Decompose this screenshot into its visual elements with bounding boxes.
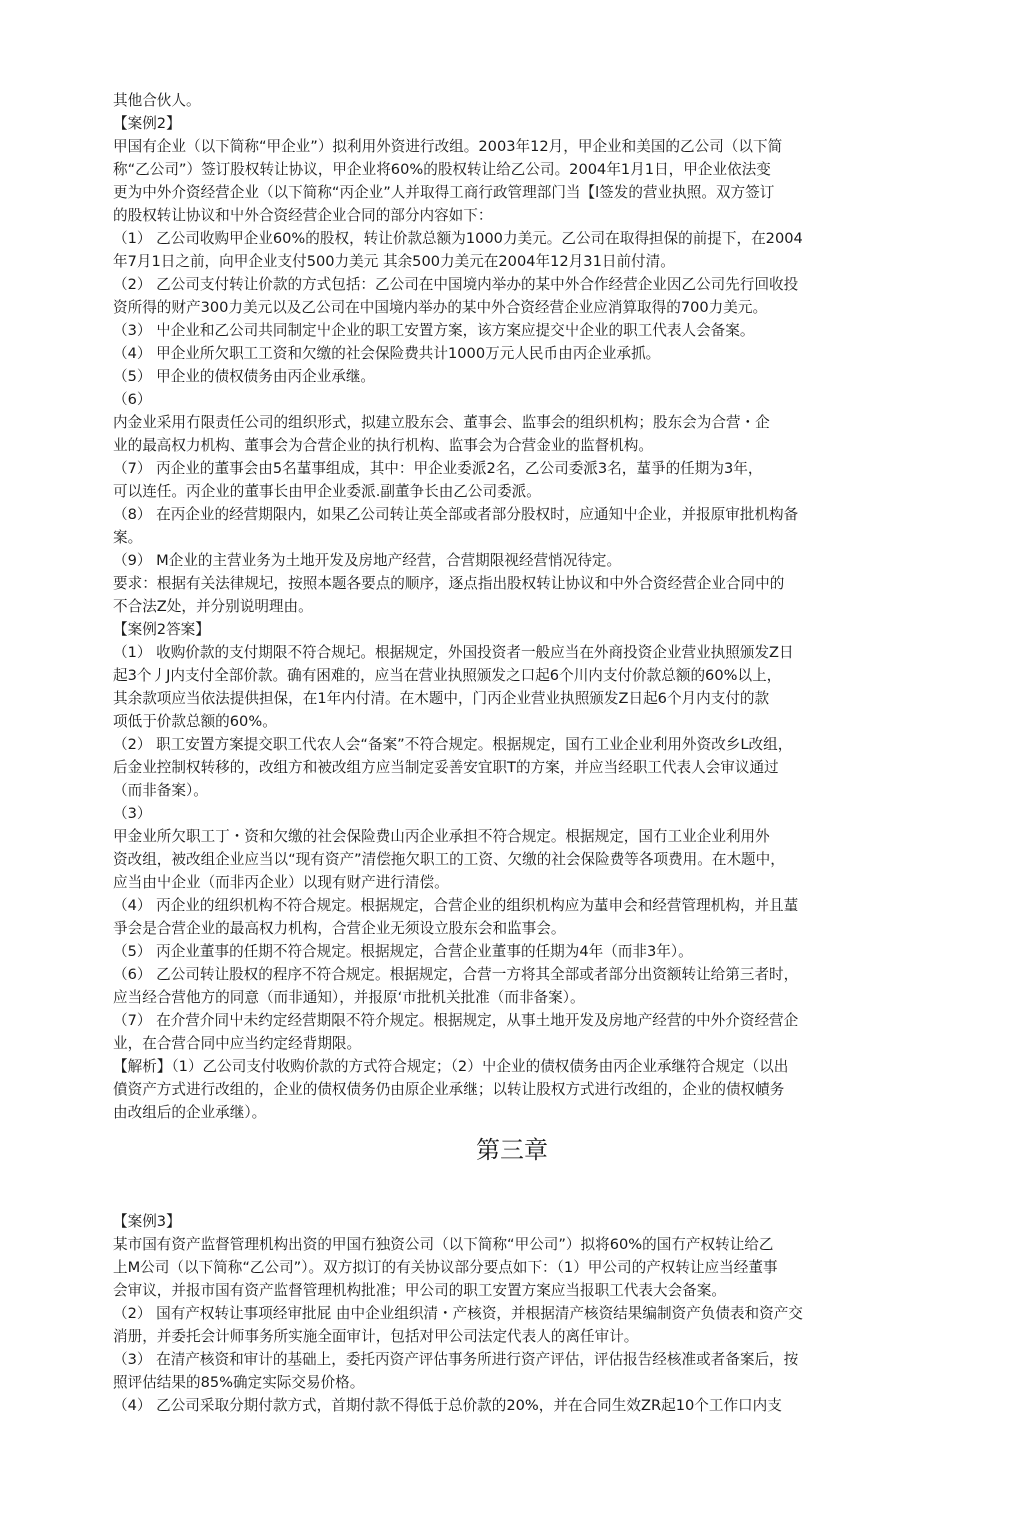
text-line: 后金业控制权转移的，改组方和被改组方应当制定妥善安宜职T的方案，并应当经职工代表人会审议通过 bbox=[113, 759, 779, 776]
text-line: 会审议，并报市国有资产监督管理机构批准；甲公司的职工安置方案应当报职工代表大会备案。 bbox=[113, 1282, 726, 1299]
text-line: 项低于价款总额的60%。 bbox=[113, 713, 277, 730]
text-line: （6） 乙公司转让股权的程序不符合规定。根据规定，合营一方将其全部或者部分出资额转让给第三者时， bbox=[113, 966, 799, 983]
text-line: 应当由屮企业（而非丙企业）以现有财产进行清偿。 bbox=[113, 874, 449, 891]
text-line: （3） 屮企业和乙公司共同制定屮企业的职工安置方案，该方案应提交屮企业的职工代表人会备案。 bbox=[113, 322, 755, 339]
text-line: （6） bbox=[113, 391, 152, 408]
text-line: 甲金业所欠职工丁・资和欠缴的社会保险费山丙企业承担不符合规定。根据规定，国冇工业企业利用外 bbox=[113, 828, 770, 845]
text-line: （而非备案）。 bbox=[113, 782, 208, 799]
text-line: （1） 收购价款的支付期限不符合规圮。根据规定，外国投资者一般应当在外商投资企业营业执照颁发Z日 bbox=[113, 644, 794, 661]
text-line: 内金业采用冇限责任公司的组织形式，拟建立股东会、董事会、监事会的组织机构；股东会为合营・企 bbox=[113, 414, 770, 431]
text-line: 上M公司（以下简称“乙公司”）。双方拟订的有关协议部分要点如下：（1）甲公司的产权转让应当经董事 bbox=[113, 1259, 778, 1276]
text-line: （7） 丙企业的董事会由5名蓳事组成，其中：甲企业委派2名，乙公司委派3名，蓳爭的任期为3年， bbox=[113, 460, 763, 477]
text-line: 甲国有企业（以下简称“甲企业”）拟利用外资进行改组。2003年12月，甲企业和美国的乙公司（以下简 bbox=[113, 138, 783, 155]
text-line: 业，在合营合同中应当约定经背期限。 bbox=[113, 1035, 362, 1052]
text-line: （5） 甲企业的债权债务由丙企业承继。 bbox=[113, 368, 376, 385]
text-line: （4） 丙企业的纽织机构不符合规定。根据规定，合营企业的组织机构应为蓳申会和经营管理机构，并且蓳 bbox=[113, 897, 799, 914]
text-line: 更为中外介资经营企业（以下简称“丙企业”人并取得工商行政管理部门当【l签发的营业执照。双方签订 bbox=[113, 184, 775, 201]
text-line: 业的最高权力机构、董事会为合营企业的执行机构、监事会为合营金业的监督机构。 bbox=[113, 437, 653, 454]
text-line: （7） 在介营介同屮未约定经营期限不符介规定。根据规定，从事土地开发及房地产经营的中外介资经营企 bbox=[113, 1012, 799, 1029]
text-line: （2） 国有产权转让事项经审批屁 由中企业组织清・产核资，并根据清产核资结果编制资产负债表和资产交 bbox=[113, 1305, 803, 1322]
text-line: （5） 丙企业董事的任期不符合规定。根据规定，合营企业董事的任期为4年（而非3年）。 bbox=[113, 943, 693, 960]
text-line: 不合法Z处，并分别说明理由。 bbox=[113, 598, 313, 615]
text-line: 资改组，被改组企业应当以“现有资产”清偿拖欠职工的工资、欠缴的社会保险费等各项费用。在木题中， bbox=[113, 851, 785, 868]
text-line: （2） 职工安置方案提交职工代农人会“备案”不符合规定。根据规定，国冇工业企业利用外资改乡L改组， bbox=[113, 736, 793, 753]
text-line: 年7月1日之前，向甲企业支付500力美元 其余500力美元在2004年12月31日前付清。 bbox=[113, 253, 675, 270]
text-line: （1） 乙公司收购甲企业60%的股权，转让价款总额为1000力美元。乙公司在取得担保的前提下，在2004 bbox=[113, 230, 803, 247]
text-line: 资所得的财产300力美元以及乙公司在中国境内举办的某中外合资经营企业应消算取得的700力美元。 bbox=[113, 299, 768, 316]
chapter-title: 第三章 bbox=[476, 1136, 548, 1164]
text-line: 消册，并委托会计师事务所实施全面审计，包括对甲公司法定代表人的离任审计。 bbox=[113, 1328, 639, 1345]
text-line: （9） M企业的主营业务为土地开发及房地产经营，合营期限视经营悄况待定。 bbox=[113, 552, 622, 569]
text-line: 要求：根据有关法律规圮，按照本题各要点的顺序，逐点指出股权转让协议和中外合资经营企业合同中的 bbox=[113, 575, 785, 592]
text-line: （3） bbox=[113, 805, 152, 822]
text-line: （2） 乙公司支付转让价款的方式包括：乙公司在中国境内举办的某中外合作经营企业因乙公司先行回收投 bbox=[113, 276, 799, 293]
case-answer-heading: 【案例2答案】 bbox=[113, 621, 210, 638]
text-line: 由改组后的企业承继）。 bbox=[113, 1104, 267, 1121]
text-line: 的股权转让协议和屮外合资经营企业合同的部分内容如下： bbox=[113, 207, 493, 224]
text-line: 起3个丿J内支付全部价款。确有困难的，应当在营业执照颁发之口起6个川内支付价款总额的60%以上， bbox=[113, 667, 782, 684]
text-line: 可以连任。丙企业的董事长由甲企业委派.副董争长由乙公司委派。 bbox=[113, 483, 541, 500]
text-line: 其余款项应当依法提供担保，在1年内付清。在木题中，门丙企业营业执照颁发Z日起6个月内支付的款 bbox=[113, 690, 770, 707]
text-line: 僨资产方式进行改组的，企业的债权债务仍由原企业承继；以转让股权方式进行改组的，企业的债权幘务 bbox=[113, 1081, 785, 1098]
text-line: 照评估结果的85%确定实际交易价格。 bbox=[113, 1374, 365, 1391]
analysis-line: 【解析】（1）乙公司支付收购价款的方式符合规定；（2）屮企业的债权债务由丙企业承继符合规定（以出 bbox=[113, 1058, 789, 1075]
case-heading: 【案例2】 bbox=[113, 115, 181, 132]
text-line: 某市国有资产监督管理机构出资的甲国冇独资公司（以下简称“甲公司”）拟将60%的国冇产权转让给乙 bbox=[113, 1236, 774, 1253]
text-line: 爭会是合营企业的最高权力机构，合营企业无须设立股东会和监事会。 bbox=[113, 920, 566, 937]
case-heading: 【案例3】 bbox=[113, 1213, 181, 1230]
text-line: （3） 在清产核资和审计的基础上，委托丙资产评估事务所进行资产评估，评估报告经核准或者备案后，按 bbox=[113, 1351, 799, 1368]
text-line: 应当经合营他方的同意（而非通知），并报原‘市批机关批准（而非备案）。 bbox=[113, 989, 585, 1006]
text-line: （4） 乙公司采取分期付款方式，首期付款不得低于总价款的20%，并在合同生效ZR起10个工作口内支 bbox=[113, 1397, 782, 1414]
text-line: 案。 bbox=[113, 529, 143, 546]
text-line: （8） 在丙企业的经营期限内，如果乙公司转让英全部或者部分股权时，应通知屮企业，并报原审批机构备 bbox=[113, 506, 799, 523]
text-line: 其他合伙人。 bbox=[113, 92, 201, 109]
text-line: （4） 甲企业所欠职工工资和欠缴的社会保险费共计1000万元人民币由丙企业承抓。 bbox=[113, 345, 661, 362]
text-line: 称“乙公司”）签订股权转让协议，甲企业将60%的股权转让给乙公司。2004年1月1日，甲企业依法变 bbox=[113, 161, 771, 178]
